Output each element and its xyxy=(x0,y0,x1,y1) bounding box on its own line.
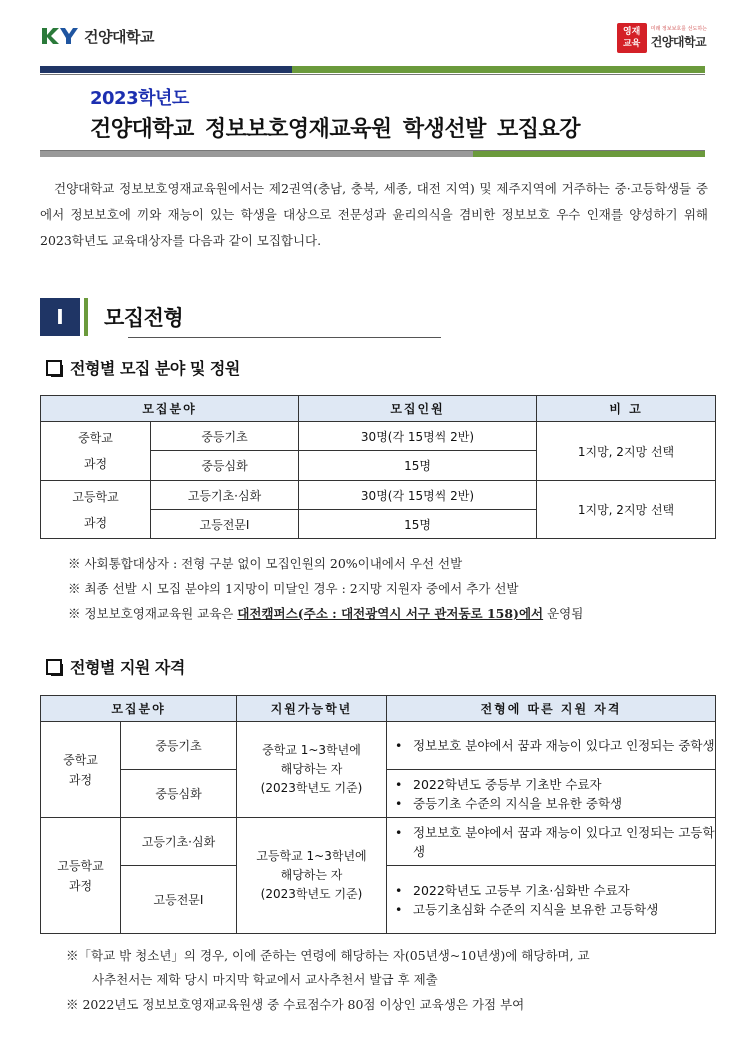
section-underline xyxy=(128,337,441,338)
logo-right-name: 건양대학교 xyxy=(650,35,707,49)
kyu-logo-left xyxy=(40,24,154,48)
quota-table xyxy=(40,395,716,539)
quota-note-1: ※ 사회통합대상자 : 전형 구분 없이 모집인원의 20%이내에서 우선 선발 xyxy=(68,556,463,571)
elig-field: 고등전문Ⅰ xyxy=(121,866,237,934)
quota-count: 30명(각 15명씩 2반) xyxy=(299,422,537,451)
quota-field: 고등기초·심화 xyxy=(151,481,299,510)
qual-item: • 고등기초심화 수준의 지식을 보유한 고등학생 xyxy=(413,900,715,919)
eligibility-header-field: 모집분야 xyxy=(41,696,237,722)
title-bottom-bar-gray xyxy=(40,151,473,157)
elig-qual-cell xyxy=(387,722,716,770)
quota-note: 1지망, 2지망 선택 xyxy=(537,422,716,481)
eligibility-note-2: ※ 2022년도 정보보호영재교육원생 중 수료점수가 80점 이상인 교육생은 가점 부여 xyxy=(66,997,525,1012)
quota-note-3: ※ 정보보호영재교육원 교육은 대전캠퍼스(주소 : 대전광역시 서구 관저동로 158)에서 운영됨 xyxy=(68,606,584,621)
section-accent-bar xyxy=(84,298,88,336)
checkbox-square-icon xyxy=(46,360,62,376)
qual-item: • 정보보호 분야에서 꿈과 재능이 있다고 인정되는 중학생 xyxy=(413,736,715,755)
title-top-bar-green xyxy=(292,66,705,73)
quota-header-note: 비 고 xyxy=(537,396,716,422)
kyu-logo-right xyxy=(617,22,707,54)
checkbox-square-icon xyxy=(46,659,62,675)
qual-item: • 2022학년도 중등부 기초반 수료자 xyxy=(413,775,715,794)
campus-address: 대전캠퍼스(주소 : 대전광역시 서구 관저동로 158)에서 xyxy=(237,606,544,621)
elig-course-high: 고등학교 과정 xyxy=(41,818,121,934)
qual-item: • 정보보호 분야에서 꿈과 재능이 있다고 인정되는 고등학생 xyxy=(413,823,715,861)
quota-course-high: 고등학교 과정 xyxy=(41,481,151,539)
quota-course-middle: 중학교 과정 xyxy=(41,422,151,481)
quota-field: 고등전문Ⅰ xyxy=(151,510,299,539)
page-title: 건양대학교 정보보호영재교육원 학생선발 모집요강 xyxy=(90,117,581,142)
quota-header-field: 모집분야 xyxy=(41,396,299,422)
eligibility-header-grade: 지원가능학년 xyxy=(237,696,387,722)
elig-qual-cell xyxy=(387,866,716,934)
quota-count: 15명 xyxy=(299,451,537,481)
gifted-education-badge-icon: 영재 교육 xyxy=(617,23,647,53)
eligibility-note-1-cont: 사추천서는 제학 당시 마지막 학교에서 교사추천서 발급 후 제출 xyxy=(92,972,438,987)
elig-field: 고등기초·심화 xyxy=(121,818,237,866)
qual-item: • 2022학년도 고등부 기초·심화반 수료자 xyxy=(413,881,715,900)
year-title: 2023학년도 xyxy=(90,88,189,109)
quota-field: 중등기초 xyxy=(151,422,299,451)
quota-header-count: 모집인원 xyxy=(299,396,537,422)
qual-item: • 중등기초 수준의 지식을 보유한 중학생 xyxy=(413,794,715,813)
quota-heading: 전형별 모집 분야 및 정원 xyxy=(46,356,240,379)
quota-field: 중등심화 xyxy=(151,451,299,481)
eligibility-table xyxy=(40,695,716,934)
title-bottom-bar-green xyxy=(473,151,705,157)
section-title: 모집전형 xyxy=(104,306,184,330)
quota-count: 15명 xyxy=(299,510,537,539)
eligibility-header-qual: 전형에 따른 지원 자격 xyxy=(387,696,716,722)
quota-note-2: ※ 최종 선발 시 모집 분야의 1지망이 미달인 경우 : 2지망 지원자 중에서 추가 선발 xyxy=(68,581,519,596)
title-top-rule xyxy=(40,74,705,75)
elig-field: 중등기초 xyxy=(121,722,237,770)
eligibility-note-1: ※「학교 밖 청소년」의 경우, 이에 준하는 연령에 해당하는 자(05년생~10년생)에 해당하며, 교 xyxy=(66,948,590,963)
section-header xyxy=(40,298,183,336)
eligibility-heading: 전형별 지원 자격 xyxy=(46,655,185,678)
elig-grade-middle: 중학교 1~3학년에 해당하는 자 (2023학년도 기준) xyxy=(237,722,387,818)
elig-course-middle: 중학교 과정 xyxy=(41,722,121,818)
kyu-logo-icon xyxy=(40,26,78,46)
elig-qual-cell xyxy=(387,818,716,866)
elig-grade-high: 고등학교 1~3학년에 해당하는 자 (2023학년도 기준) xyxy=(237,818,387,934)
logo-right-slogan: 미래 정보보호를 선도하는 xyxy=(650,26,707,32)
title-top-bar-navy xyxy=(40,66,292,73)
intro-paragraph: 건양대학교 정보보호영재교육원에서는 제2권역(충남, 충북, 세종, 대전 지역) 및 제주지역에 거주하는 중·고등학생들 중에서 정보보호에 끼와 재능이 있는 학생을 대상으로 전문성과 윤리의식을 겸비한 정보보호 우수 인재를 양성하기 위해 2023학년도 교육대상자를 다음과 같이 모집합니다. xyxy=(40,181,708,248)
logo-left-name: 건양대학교 xyxy=(84,27,154,46)
quota-count: 30명(각 15명씩 2반) xyxy=(299,481,537,510)
elig-qual-cell xyxy=(387,770,716,818)
section-number: Ⅰ xyxy=(40,298,80,336)
quota-note: 1지망, 2지망 선택 xyxy=(537,481,716,539)
elig-field: 중등심화 xyxy=(121,770,237,818)
